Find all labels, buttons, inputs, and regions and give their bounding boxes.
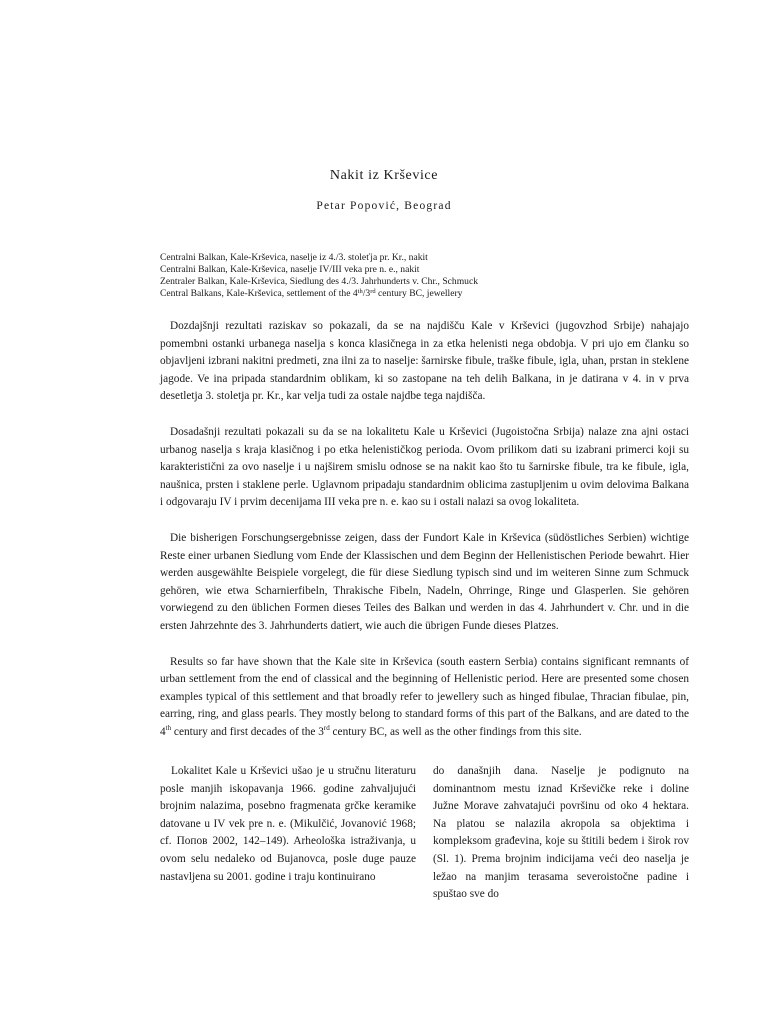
- abstract-english-part: century BC, as well as the other findings from this site.: [329, 725, 582, 738]
- abstract-english-sup: th: [165, 723, 172, 732]
- body-paragraph: do današnjih dana. Naselje je podignuto na dominantnom mestu iznad Krševičke reke i doline Južne Morave zahvatajući površinu od oko 4 hektara. Na platou se nalazila akropola sa objektima i kompleksom građevina, koje su štitili bedem i širok rov (Sl. 1). Prema brojnim indicijama veći deo naselja je ležao na manjim terasama severoistočne padine i spuštao sve do: [433, 765, 689, 901]
- keywords-english-part: Central Balkans, Kale-Krševica, settlement of the 4: [160, 288, 358, 299]
- body-columns: [160, 763, 689, 904]
- keywords-english-part: century BC, jewellery: [375, 288, 463, 299]
- keywords-english-sup: th: [357, 288, 363, 295]
- abstract-english-part: century and first decades of the 3: [171, 725, 324, 738]
- keywords-block: [160, 252, 700, 300]
- keywords-serbian: Centralni Balkan, Kale-Krševica, naselje IV/III veka pre n. e., nakit: [160, 264, 420, 275]
- abstract-german: Die bisherigen Forschungsergebnisse zeigen, dass der Fundort Kale in Krševica (südöstliches Serbien) wichtige Reste einer urbanen Siedlung vom Ende der Klassischen und dem Beginn der Hellenistischen Periode bewahrt. Hier werden ausgewählte Beispiele vorgelegt, die für diese Siedlung typisch sind und im weiteren Sinne zum Schmuck gehören, wie etwa Scharnierfibeln, Thrakische Fibeln, Nadeln, Ohrringe, Ringe und Glasperlen. Sie gehören vorwiegend zu den üblichen Formen dieses Teiles des Balkan und werden in das 4. Jahrhundert v. Chr. und in die ersten Jahrzehnte des 3. Jahrhunderts datiert, wie auch die übrigen Funde dieses Platzes.: [160, 531, 689, 632]
- article-author: Petar Popović, Beograd: [316, 200, 452, 212]
- keywords-english-part: /3: [362, 288, 371, 299]
- body-left-column: [160, 763, 416, 904]
- abstract-english: [160, 654, 689, 742]
- abstract-english-sup: rd: [323, 723, 330, 732]
- body-paragraph: Lokalitet Kale u Krševici ušao je u stručnu literaturu posle manjih iskopavanja 1966. godine zahvaljujući brojnim nalazima, posebno fragmenata grčke keramike datovane u IV vek pre n. e. (Mikulčić, Jovanović 1968; cf. Попов 2002, 142–149). Arheološka istraživanja, u ovom selu nedaleko od Bujanovca, posle duge pauze nastavljena su 2001. godine i traju kontinuirano: [160, 765, 416, 883]
- abstract-english-part: Results so far have shown that the Kale site in Krševica (south eastern Serbia) contains significant remnants of urban settlement from the end of classical and the beginning of Hellenistic period. Here are presented some chosen examples typical of this settlement and that broadly refer to jewellery such as hinged fibulae, Thracian fibulae, pin, earring, ring, and glass pearls. They mostly belong to standard forms of this part of the Balkans, and are dated to the 4: [160, 655, 689, 738]
- keywords-german: Zentraler Balkan, Kale-Krševica, Siedlung des 4./3. Jahrhunderts v. Chr., Schmuck: [160, 276, 479, 287]
- abstracts-block: [160, 318, 689, 759]
- keywords-english: [160, 288, 700, 300]
- article-title: Nakit iz Krševice: [329, 168, 439, 183]
- keywords-english-sup: rd: [370, 288, 376, 295]
- abstract-serbian: Dosadašnji rezultati pokazali su da se na lokalitetu Kale u Krševici (Jugoistočna Srbija) nalaze zna ajni ostaci urbanog naselja s kraja klasičnog i po etka helenističkog perioda. Ovom prilikom dati su izabrani primerci koji su karakteristični za ovo naselje i u najširem smislu odnose se na nakit kao što tu šarnirske fibule, tra ke fibule, igla, naušnica, prsten i staklene perle. Uglavnom pripadaju standardnim oblicima zastupljenim u ovim delovima Balkana i odgovaraju IV i prvim decenijama III veka pre n. e. kao su i ostali nalazi sa ovog lokaliteta.: [160, 425, 689, 509]
- keywords-slovenian: Centralni Balkan, Kale-Krševica, naselje iz 4./3. stoleťja pr. Kr., nakit: [160, 252, 428, 263]
- abstract-slovenian: Dozdajšnji rezultati raziskav so pokazali, da se na najdišču Kale v Krševici (jugovzhod Srbije) nahajajo pomembni ostanki urbanega naselja s konca klasičnega in za etka helenisti nega obdobja. V pri ujo em članku so objavljeni izbrani nakitni predmeti, zna ilni za to naselje: šarnirske fibule, traške fibule, igla, uhan, prstan in steklene jagode. Ve ina pripada standardnim oblikam, ki so zastopane na teh delih Balkana, in je datirana v 4. in v prva desetletja 3. stoletja pr. Kr., kar velja tudi za ostale najdbe tega najdišča.: [160, 320, 689, 403]
- body-right-column: [433, 763, 689, 904]
